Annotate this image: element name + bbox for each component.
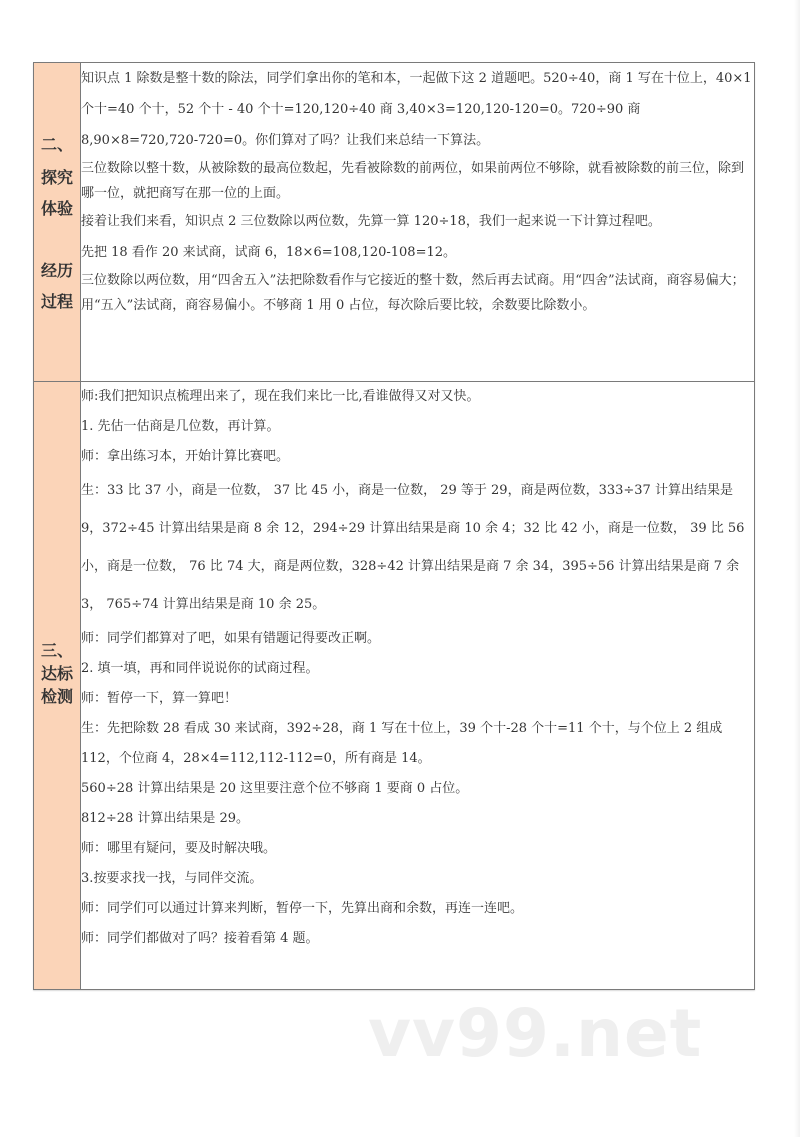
section-row-assessment	[34, 382, 755, 990]
paragraph-result-812: 812÷28 计算出结果是 29。	[81, 811, 250, 826]
section-label-line: 体验	[40, 199, 73, 218]
paragraph-teacher-connect: 师：同学们可以通过计算来判断，暂停一下，先算出商和余数，再连一连吧。	[81, 901, 524, 916]
section-label-line: 经历	[40, 261, 73, 280]
paragraph-knowledge-point-2: 接着让我们来看，知识点 2 三位数除以两位数，先算一算 120÷18，我们一起来说一下计算过程吧。	[81, 214, 661, 229]
page-edge-shadow	[794, 0, 800, 1137]
section-content-assessment	[81, 382, 755, 990]
paragraph-teacher-pause: 师：暂停一下，算一算吧！	[81, 691, 238, 706]
section-label-stack	[34, 639, 80, 708]
section-label-line: 过程	[40, 292, 73, 311]
section-label-line: 达标	[40, 664, 73, 683]
section-label-line: 探究	[40, 168, 73, 187]
section-row-explore	[34, 63, 755, 382]
section-content-explore	[81, 63, 755, 382]
paragraph-teacher-check: 师：同学们都算对了吧，如果有错题记得要改正啊。	[81, 631, 381, 646]
watermark-text: vv99.net	[368, 995, 703, 1072]
paragraph-rule-tens-divisor: 三位数除以整十数，从被除数的最高位数起，先看被除数的前两位，如果前两位不够除，就看被除数的前三位，除到哪一位，就把商写在那一位的上面。	[81, 161, 745, 201]
section-number: 二、	[40, 135, 73, 154]
paragraph-teacher-intro: 师:我们把知识点梳理出来了，现在我们来比一比,看谁做得又对又快。	[81, 389, 480, 404]
paragraph-teacher-questions: 师：哪里有疑问，要及时解决哦。	[81, 841, 277, 856]
section-number: 三、	[40, 641, 73, 660]
paragraph-teacher-next: 师：同学们都做对了吗？接着看第 4 题。	[81, 931, 319, 946]
paragraph-result-560: 560÷28 计算出结果是 20 这里要注意个位不够商 1 要商 0 占位。	[81, 781, 469, 796]
paragraph-student-answer-1: 生：33 比 37 小，商是一位数， 37 比 45 小，商是一位数， 29 等于 29，商是两位数，333÷37 计算出结果是 9，372÷45 计算出结果是商 8 余 12，294÷29 计算出结果是商 10 余 4；32 比 42 小，商是一位数， 39 比 56 小，商是一位数， 76 比 74 大，商是两位数，328÷42 计算出结果是商 7 余 34，395÷56 计算出结果是商 7 余 3， 765÷74 计算出结果是商 10 余 25。	[81, 483, 745, 612]
paragraph-trial-quotient: 先把 18 看作 20 来试商，试商 6，18×6=108,120-108=12。	[81, 245, 457, 260]
lesson-plan-table	[33, 62, 755, 990]
paragraph-student-answer-2: 生：先把除数 28 看成 30 来试商，392÷28，商 1 写在十位上，39 个十-28 个十=11 个十，与个位上 2 组成 112，个位商 4，28×4=112,112-112=0，所有商是 14。	[81, 721, 723, 766]
section-label-line: 检测	[40, 687, 73, 706]
paragraph-exercise-1: 1. 先估一估商是几位数，再计算。	[81, 419, 280, 434]
paragraph-teacher-prompt: 师：拿出练习本，开始计算比赛吧。	[81, 449, 290, 464]
paragraph-exercise-2: 2. 填一填，再和同伴说说你的试商过程。	[81, 661, 319, 676]
paragraph-exercise-3: 3.按要求找一找，与同伴交流。	[81, 871, 263, 886]
paragraph-rounding-rule: 三位数除以两位数，用“四舍五入”法把除数看作与它接近的整十数，然后再去试商。用“四舍”法试商，商容易偏大；用“五入”法试商，商容易偏小。不够商 1 用 0 占位，每次除后要比较，余数要比除数小。	[81, 273, 745, 313]
section-label-assessment	[34, 382, 81, 990]
section-label-explore	[34, 63, 81, 382]
paragraph-knowledge-point-1: 知识点 1 除数是整十数的除法，同学们拿出你的笔和本，一起做下这 2 道题吧。520÷40，商 1 写在十位上，40×1 个十=40 个十，52 个十 - 40 个十=120,120÷40 商 3,40×3=120,120-120=0。720÷90 商 8,90×8=720,720-720=0。你们算对了吗？让我们来总结一下算法。	[81, 71, 752, 148]
